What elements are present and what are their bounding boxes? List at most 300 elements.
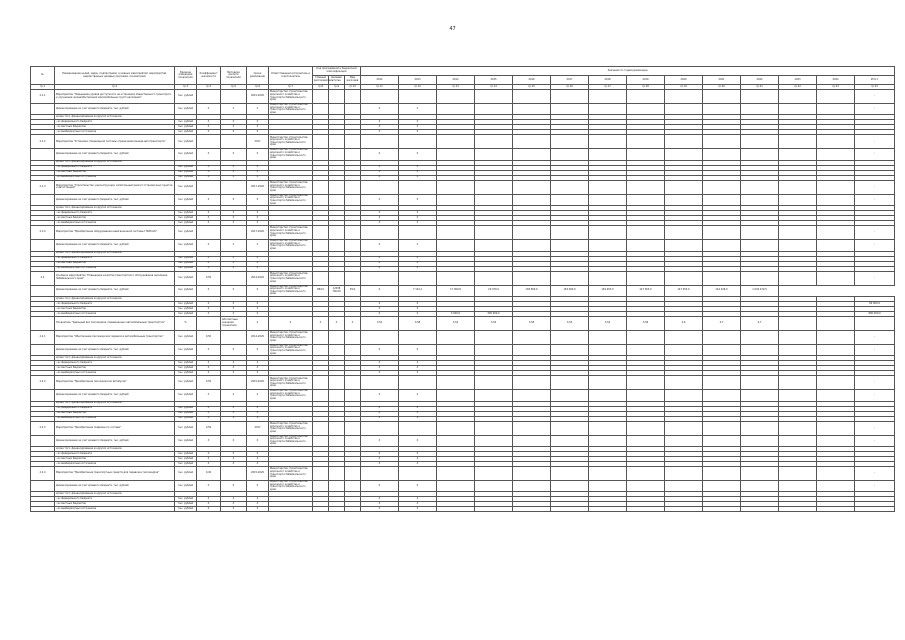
row-unit: тыс. рублей bbox=[175, 497, 197, 502]
value-cell bbox=[817, 180, 855, 194]
value-cell: X bbox=[361, 306, 399, 311]
value-cell bbox=[741, 149, 779, 160]
row-name: - из внебюджетных источников bbox=[55, 416, 175, 421]
row-term: 2014-2020 bbox=[247, 271, 269, 285]
row-coef: 0,50 bbox=[197, 330, 221, 344]
value-cell: 4,6 bbox=[665, 316, 703, 330]
row-coef: X bbox=[197, 261, 221, 266]
hdr-year: 2012 bbox=[361, 76, 399, 85]
value-cell bbox=[513, 104, 551, 115]
value-cell bbox=[779, 135, 817, 149]
row-coef: X bbox=[197, 256, 221, 261]
row-term: X bbox=[247, 175, 269, 180]
colnum: гр.10 bbox=[345, 85, 361, 90]
value-cell bbox=[345, 240, 361, 251]
value-cell bbox=[627, 467, 665, 481]
value-cell bbox=[665, 507, 703, 512]
value-cell bbox=[313, 507, 329, 512]
value-cell bbox=[475, 507, 513, 512]
value-cell bbox=[817, 240, 855, 251]
row-unit: тыс. рублей bbox=[175, 457, 197, 462]
row-coef: X bbox=[197, 266, 221, 271]
value-cell bbox=[329, 390, 345, 401]
row-method: X bbox=[221, 502, 247, 507]
value-cell: X bbox=[399, 240, 437, 251]
value-cell bbox=[817, 226, 855, 240]
value-cell: X bbox=[361, 130, 399, 135]
value-cell bbox=[329, 421, 345, 435]
table-row bbox=[31, 507, 895, 512]
value-cell: X bbox=[361, 194, 399, 205]
value-cell bbox=[551, 104, 589, 115]
value-cell: X bbox=[399, 457, 437, 462]
row-coef: 0,50 bbox=[197, 421, 221, 435]
row-exec: Министерство строительства, дорожного хозяйства и транспорта Забайкальского края bbox=[269, 435, 313, 446]
colnum: гр.19 bbox=[665, 85, 703, 90]
row-unit: тыс. рублей bbox=[175, 221, 197, 226]
hdr-year: 2021 bbox=[703, 76, 741, 85]
row-method: Абсолютные значения показателя bbox=[221, 316, 247, 330]
page-number: 47 bbox=[449, 26, 456, 32]
value-cell bbox=[437, 104, 475, 115]
value-cell bbox=[345, 271, 361, 285]
row-term: X bbox=[247, 256, 269, 261]
value-cell bbox=[551, 240, 589, 251]
value-cell bbox=[703, 330, 741, 344]
value-cell bbox=[551, 435, 589, 446]
value-cell bbox=[627, 507, 665, 512]
value-cell: X bbox=[399, 361, 437, 366]
value-cell bbox=[817, 90, 855, 104]
value-cell bbox=[627, 149, 665, 160]
row-name: кроме того, финансирование из других источников bbox=[55, 356, 175, 361]
row-method bbox=[221, 226, 247, 240]
hdr-unit: Единица измерения показателя bbox=[175, 67, 197, 85]
value-cell bbox=[665, 330, 703, 344]
value-cell bbox=[399, 226, 437, 240]
row-method bbox=[221, 271, 247, 285]
table-row bbox=[31, 467, 895, 481]
hdr-code-vr: Вид расходов bbox=[345, 76, 361, 85]
row-name: Мероприятие "Повышение уровня доступности на остановках общественного транспорта и улучшение жизнеобеспечения маломобильных групп населения" bbox=[55, 90, 175, 104]
value-cell: 4,7 bbox=[703, 316, 741, 330]
value-cell: X bbox=[399, 462, 437, 467]
row-term: X bbox=[247, 390, 269, 401]
table-row bbox=[31, 135, 895, 149]
value-cell bbox=[513, 330, 551, 344]
row-unit: тыс. рублей bbox=[175, 271, 197, 285]
row-term: X bbox=[247, 457, 269, 462]
value-cell bbox=[313, 240, 329, 251]
row-name: - из федерального бюджета bbox=[55, 497, 175, 502]
row-unit: тыс. рублей bbox=[175, 411, 197, 416]
value-cell bbox=[437, 421, 475, 435]
row-name: - из местных бюджетов bbox=[55, 125, 175, 130]
value-cell: X bbox=[361, 497, 399, 502]
row-term: 2017 bbox=[247, 135, 269, 149]
value-cell bbox=[329, 435, 345, 446]
value-cell: - bbox=[855, 435, 895, 446]
row-name: - из внебюджетных источников bbox=[55, 462, 175, 467]
row-coef bbox=[197, 226, 221, 240]
row-term: X bbox=[247, 240, 269, 251]
value-cell: 3,54 bbox=[589, 316, 627, 330]
value-cell: X bbox=[361, 507, 399, 512]
row-exec: Министерство строительства, дорожного хозяйства и транспорта Забайкальского края bbox=[269, 271, 313, 285]
value-cell bbox=[329, 507, 345, 512]
colnum: гр.18 bbox=[627, 85, 665, 90]
hdr-num: № bbox=[31, 67, 55, 85]
row-unit: тыс. рублей bbox=[175, 180, 197, 194]
row-unit: тыс. рублей bbox=[175, 481, 197, 492]
value-cell: X bbox=[361, 120, 399, 125]
value-cell bbox=[779, 376, 817, 390]
row-term: X bbox=[247, 165, 269, 170]
row-term: X bbox=[247, 285, 269, 296]
value-cell: 3,54 bbox=[551, 316, 589, 330]
hdr-values-group: Значения по годам реализации bbox=[361, 67, 895, 76]
value-cell bbox=[313, 376, 329, 390]
value-cell: 1 004 470,5 bbox=[741, 285, 779, 296]
row-term: X bbox=[247, 125, 269, 130]
value-cell: X bbox=[361, 452, 399, 457]
value-cell bbox=[551, 507, 589, 512]
value-cell bbox=[665, 376, 703, 390]
value-cell bbox=[475, 467, 513, 481]
value-cell bbox=[329, 149, 345, 160]
value-cell bbox=[437, 240, 475, 251]
value-cell bbox=[475, 376, 513, 390]
table-row bbox=[31, 285, 895, 296]
row-method bbox=[221, 330, 247, 344]
value-cell bbox=[779, 149, 817, 160]
value-cell bbox=[329, 271, 345, 285]
value-cell bbox=[551, 180, 589, 194]
row-unit: тыс. рублей bbox=[175, 416, 197, 421]
value-cell bbox=[627, 271, 665, 285]
row-term: X bbox=[247, 452, 269, 457]
table-row bbox=[31, 390, 895, 401]
row-method: X bbox=[221, 452, 247, 457]
value-cell bbox=[741, 226, 779, 240]
value-cell bbox=[345, 507, 361, 512]
row-term: X bbox=[247, 502, 269, 507]
value-cell bbox=[313, 330, 329, 344]
value-cell: X bbox=[399, 416, 437, 421]
value-cell bbox=[703, 90, 741, 104]
value-cell bbox=[817, 421, 855, 435]
value-cell bbox=[313, 344, 329, 355]
row-unit: тыс. рублей bbox=[175, 366, 197, 371]
row-name: Мероприятие "Приобретение транспортных средств для перевозки пассажиров" bbox=[55, 467, 175, 481]
value-cell bbox=[437, 376, 475, 390]
value-cell bbox=[345, 104, 361, 115]
value-cell bbox=[665, 421, 703, 435]
value-cell bbox=[665, 135, 703, 149]
row-term: X bbox=[247, 194, 269, 205]
row-unit: тыс. рублей bbox=[175, 194, 197, 205]
row-method bbox=[221, 421, 247, 435]
row-method: X bbox=[221, 266, 247, 271]
colnum: гр.22 bbox=[779, 85, 817, 90]
value-cell: - bbox=[855, 240, 895, 251]
row-name: кроме того, финансирование из других источников bbox=[55, 206, 175, 211]
value-cell bbox=[741, 390, 779, 401]
row-term: X bbox=[247, 306, 269, 311]
value-cell bbox=[345, 90, 361, 104]
value-cell bbox=[475, 226, 513, 240]
row-exec: Министерство строительства, дорожного хозяйства и транспорта Забайкальского края bbox=[269, 90, 313, 104]
value-cell bbox=[361, 421, 399, 435]
value-cell: X bbox=[399, 507, 437, 512]
row-term: X bbox=[247, 216, 269, 221]
value-cell bbox=[741, 421, 779, 435]
row-name: - из местных бюджетов bbox=[55, 261, 175, 266]
value-cell bbox=[513, 226, 551, 240]
value-cell bbox=[475, 149, 513, 160]
row-term: X bbox=[247, 316, 269, 330]
row-name: Мероприятие "Установка специальной системы ограничения въезда автотранспорта" bbox=[55, 135, 175, 149]
value-cell: - bbox=[855, 180, 895, 194]
row-name: - из местных бюджетов bbox=[55, 411, 175, 416]
row-coef: 0,50 bbox=[197, 271, 221, 285]
value-cell: 144 426,0 bbox=[703, 285, 741, 296]
value-cell bbox=[329, 376, 345, 390]
row-name: Основное мероприятие "Повышение качества транспортного обслуживания населения Забайкальского края" bbox=[55, 271, 175, 285]
row-name: кроме того, финансирование из других источников bbox=[55, 401, 175, 406]
value-cell bbox=[345, 330, 361, 344]
row-term: X bbox=[247, 406, 269, 411]
row-method: X bbox=[221, 366, 247, 371]
row-name: - из федерального бюджета bbox=[55, 361, 175, 366]
table-row bbox=[31, 376, 895, 390]
value-cell: X bbox=[329, 316, 345, 330]
value-cell: 20 070,9 bbox=[475, 285, 513, 296]
row-unit: тыс. рублей bbox=[175, 344, 197, 355]
hdr-code-group: Код программной и бюджетной классификации bbox=[313, 67, 361, 76]
row-method bbox=[221, 376, 247, 390]
value-cell bbox=[703, 240, 741, 251]
row-term: X bbox=[247, 497, 269, 502]
value-cell bbox=[551, 135, 589, 149]
value-cell bbox=[779, 481, 817, 492]
value-cell bbox=[475, 435, 513, 446]
row-exec: Министерство строительства, дорожного хозяйства и транспорта Забайкальского края bbox=[269, 390, 313, 401]
row-name: - из федерального бюджета bbox=[55, 406, 175, 411]
value-cell: X bbox=[361, 104, 399, 115]
value-cell: X bbox=[361, 256, 399, 261]
value-cell bbox=[589, 467, 627, 481]
value-cell bbox=[817, 467, 855, 481]
value-cell: X bbox=[399, 125, 437, 130]
row-term: X bbox=[247, 130, 269, 135]
row-coef bbox=[197, 180, 221, 194]
row-unit: тыс. рублей bbox=[175, 330, 197, 344]
row-method: X bbox=[221, 462, 247, 467]
row-method: X bbox=[221, 371, 247, 376]
row-coef: X bbox=[197, 390, 221, 401]
value-cell: X bbox=[313, 316, 329, 330]
hdr-year: 2020 bbox=[665, 76, 703, 85]
value-cell bbox=[779, 104, 817, 115]
row-name: - из внебюджетных источников bbox=[55, 130, 175, 135]
row-name: финансирование за счет краевого бюджета, тыс. рублей bbox=[55, 104, 175, 115]
row-term: X bbox=[247, 170, 269, 175]
value-cell: X bbox=[361, 371, 399, 376]
value-cell bbox=[551, 421, 589, 435]
value-cell bbox=[437, 481, 475, 492]
value-cell bbox=[627, 226, 665, 240]
row-unit: тыс. рублей bbox=[175, 266, 197, 271]
value-cell bbox=[345, 376, 361, 390]
value-cell bbox=[329, 226, 345, 240]
value-cell: X bbox=[361, 462, 399, 467]
value-cell bbox=[779, 344, 817, 355]
value-cell bbox=[741, 194, 779, 205]
value-cell bbox=[313, 194, 329, 205]
value-cell: X bbox=[361, 311, 399, 316]
value-cell: X bbox=[399, 481, 437, 492]
row-term: X bbox=[247, 301, 269, 306]
row-method bbox=[221, 90, 247, 104]
value-cell bbox=[703, 271, 741, 285]
row-name: - из внебюджетных источников bbox=[55, 507, 175, 512]
row-coef: X bbox=[197, 149, 221, 160]
row-method: X bbox=[221, 130, 247, 135]
value-cell: X bbox=[399, 261, 437, 266]
value-cell: 163 000,0 bbox=[551, 285, 589, 296]
row-term: X bbox=[247, 366, 269, 371]
row-number: 2.1.3 bbox=[31, 180, 55, 194]
row-coef: X bbox=[197, 411, 221, 416]
value-cell: X bbox=[361, 165, 399, 170]
row-exec: Министерство строительства, дорожного хозяйства и транспорта Забайкальского края bbox=[269, 149, 313, 160]
value-cell: X bbox=[361, 261, 399, 266]
value-cell: X bbox=[399, 411, 437, 416]
row-term: X bbox=[247, 344, 269, 355]
row-method: X bbox=[221, 457, 247, 462]
row-name: - из местных бюджетов bbox=[55, 502, 175, 507]
value-cell bbox=[627, 240, 665, 251]
value-cell bbox=[361, 330, 399, 344]
value-cell bbox=[703, 135, 741, 149]
value-cell bbox=[665, 467, 703, 481]
value-cell bbox=[475, 90, 513, 104]
value-cell bbox=[313, 90, 329, 104]
table-row bbox=[31, 104, 895, 115]
hdr-method: Методика расчета показателя bbox=[221, 67, 247, 85]
value-cell bbox=[313, 104, 329, 115]
row-term: X bbox=[247, 261, 269, 266]
row-unit: тыс. рублей bbox=[175, 376, 197, 390]
value-cell bbox=[329, 467, 345, 481]
row-term: X bbox=[247, 221, 269, 226]
row-method: X bbox=[221, 120, 247, 125]
value-cell bbox=[779, 194, 817, 205]
value-cell bbox=[329, 330, 345, 344]
row-coef: X bbox=[197, 361, 221, 366]
row-name: финансирование за счет краевого бюджета, тыс. рублей bbox=[55, 481, 175, 492]
value-cell: X bbox=[345, 316, 361, 330]
value-cell bbox=[361, 226, 399, 240]
row-term: X bbox=[247, 361, 269, 366]
colnum: гр.12 bbox=[399, 85, 437, 90]
value-cell bbox=[589, 271, 627, 285]
hdr-coef: Коэффициент значимости bbox=[197, 67, 221, 85]
value-cell bbox=[437, 344, 475, 355]
row-term: X bbox=[247, 211, 269, 216]
hdr-year: 2013 bbox=[399, 76, 437, 85]
value-cell: X bbox=[361, 175, 399, 180]
row-name: - из местных бюджетов bbox=[55, 216, 175, 221]
value-cell bbox=[551, 226, 589, 240]
hdr-year: 2023 bbox=[779, 76, 817, 85]
hdr-code-stat: Целевая статья bbox=[329, 76, 345, 85]
value-cell bbox=[703, 194, 741, 205]
value-cell bbox=[551, 481, 589, 492]
value-cell bbox=[361, 90, 399, 104]
value-cell bbox=[665, 90, 703, 104]
value-cell: X bbox=[399, 452, 437, 457]
value-cell bbox=[345, 135, 361, 149]
value-cell: X bbox=[399, 104, 437, 115]
row-name: финансирование за счет краевого бюджета, тыс. рублей bbox=[55, 194, 175, 205]
value-cell bbox=[779, 240, 817, 251]
row-unit: тыс. рублей bbox=[175, 216, 197, 221]
row-coef: X bbox=[197, 130, 221, 135]
value-cell bbox=[665, 194, 703, 205]
row-method: X bbox=[221, 194, 247, 205]
row-method: X bbox=[221, 344, 247, 355]
row-method: X bbox=[221, 165, 247, 170]
value-cell bbox=[329, 344, 345, 355]
value-cell bbox=[513, 435, 551, 446]
value-cell bbox=[437, 90, 475, 104]
value-cell bbox=[589, 421, 627, 435]
value-cell bbox=[817, 194, 855, 205]
row-coef: X bbox=[197, 285, 221, 296]
colnum: гр.5 bbox=[221, 85, 247, 90]
value-cell bbox=[703, 180, 741, 194]
row-number bbox=[31, 435, 55, 446]
value-cell bbox=[513, 507, 551, 512]
row-coef: X bbox=[197, 175, 221, 180]
value-cell bbox=[589, 344, 627, 355]
row-term: X bbox=[247, 266, 269, 271]
row-coef: X bbox=[197, 240, 221, 251]
row-coef: X bbox=[197, 301, 221, 306]
hdr-year: 2015 bbox=[475, 76, 513, 85]
table-row bbox=[31, 481, 895, 492]
row-term: 2015-2020 bbox=[247, 376, 269, 390]
row-method: X bbox=[221, 211, 247, 216]
value-cell: X bbox=[399, 256, 437, 261]
row-coef bbox=[197, 316, 221, 330]
row-term: X bbox=[247, 481, 269, 492]
row-coef: X bbox=[197, 306, 221, 311]
row-method: X bbox=[221, 301, 247, 306]
row-number: 2.2 bbox=[31, 271, 55, 285]
row-term: X bbox=[247, 435, 269, 446]
value-cell bbox=[399, 90, 437, 104]
value-cell bbox=[345, 481, 361, 492]
value-cell bbox=[665, 226, 703, 240]
colnum: гр.23 bbox=[817, 85, 855, 90]
value-cell bbox=[589, 330, 627, 344]
value-cell: - bbox=[855, 149, 895, 160]
value-cell bbox=[551, 467, 589, 481]
value-cell bbox=[779, 180, 817, 194]
